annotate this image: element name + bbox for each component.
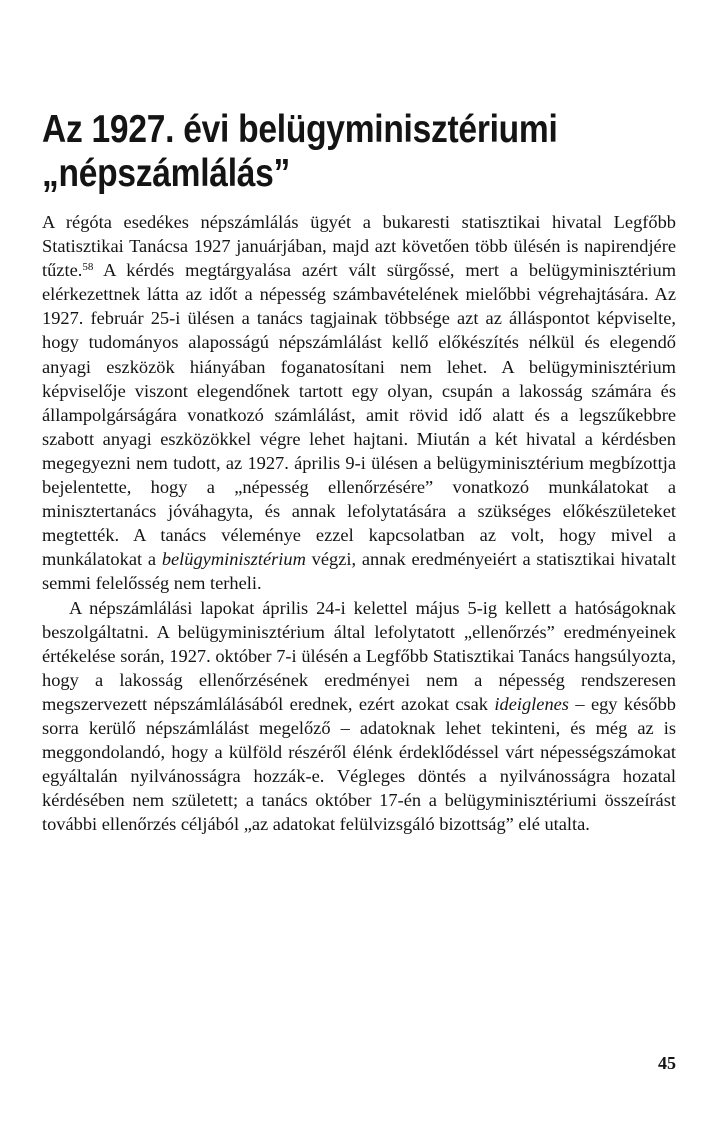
paragraph-2-italic: ideiglenes: [494, 693, 569, 714]
paragraph-2-text-a: A népszámlálási lapokat április 24-i kelettel május 5-ig kellett a hatóságoknak beszolgáltatni. A belügyminisztérium által lefolytatott „ellenőrzés” eredményeinek értékelése során, 1927. október 7-i ülésén a Legfőbb Statisztikai Tanács hangsúlyozta, hogy a lakosság ellenőrzésének eredményei nem a népesség rendszeresen megszervezett népszámlálásából erednek, ezért azokat csak: [42, 597, 676, 714]
page-body: [42, 108, 676, 836]
page-title-line-1: Az 1927. évi belügyminisztériumi: [42, 108, 558, 151]
paragraph-2-text-b: – egy később sorra kerülő népszámlálást megelőző – adatoknak lehet tekinteni, és még az is meggondolandó, hogy a külföld részéről élénk érdeklődéssel várt népességszámokat egyáltalán nyilvánosságra hozzák-e. Végleges döntés a nyilvánosságra hozatal kérdésében nem született; a tanács október 17-én a belügyminisztériumi összeírást további ellenőrzés céljából „az adatokat felülvizsgáló bizottság” elé utalta.: [42, 693, 676, 835]
paragraph-1-text-a: A régóta esedékes népszámlálás ügyét a bukaresti statisztikai hivatal Legfőbb Statisztikai Tanácsa 1927 januárjában, majd azt követően több ülésén is napirendjére tűzte.: [42, 212, 676, 281]
page-number: 45: [658, 1053, 676, 1073]
paragraph-1-italic: belügyminisztérium: [161, 549, 306, 570]
page-title: [42, 108, 674, 196]
footnote-reference: 58: [82, 261, 94, 274]
paragraph-1: [42, 210, 676, 596]
page-title-line-2: „népszámlálás”: [42, 152, 291, 195]
paragraph-1-text-b: A kérdés megtárgyalása azért vált sürgőssé, mert a belügyminisztérium elérkezettnek látta az időt a népesség számbavételének mielőbbi végrehajtására. Az 1927. február 25-i ülésen a tanács tagjainak többsége azt az álláspontot képviselte, hogy tudományos alaposságú népszámlálást kellő előkészítés nélkül és elegendő anyagi eszközök hiányában foganatosítani nem lehet. A belügyminisztérium képviselője viszont elegendőnek tartott egy olyan, csupán a lakosság számára és állampolgárságára vonatkozó számlálást, amit rövid idő alatt és a legszűkebbre szabott anyagi eszközökkel végre lehet hajtani. Miután a két hivatal a kérdésben megegyezni nem tudott, az 1927. április 9-i ülésen a belügyminisztérium megbízottja bejelentette, hogy a „népesség ellenőrzésére” vonatkozó munkálatokat a minisztertanács jóváhagyta, és annak lefolytatására a szükséges előkészületeket megtették. A tanács véleménye ezzel kapcsolatban az volt, hogy mivel a munkálatokat a: [42, 260, 676, 570]
paragraph-1-text-c: végzi, annak eredményeiért a statisztikai hivatalt semmi felelősség nem terheli.: [42, 549, 676, 594]
paragraph-2: [42, 596, 676, 837]
